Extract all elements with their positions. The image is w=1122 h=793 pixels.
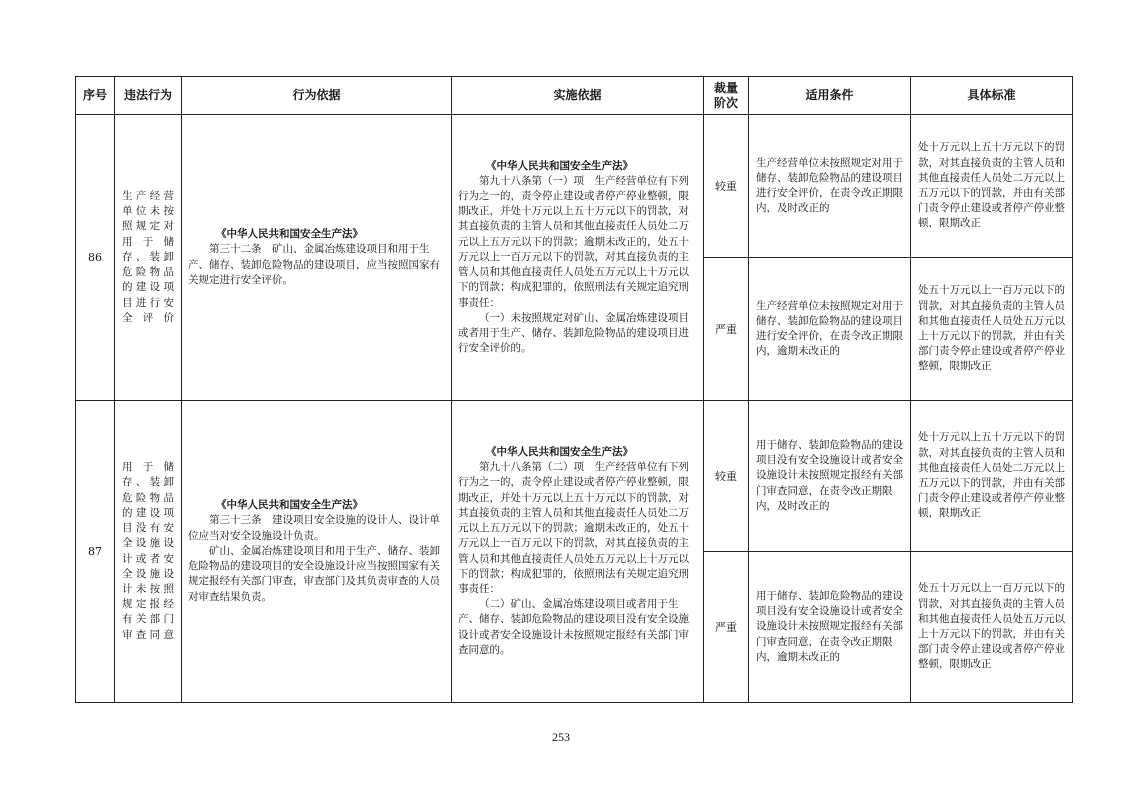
- header-level: 裁量阶次: [704, 77, 749, 115]
- header-act: 违法行为: [115, 77, 182, 115]
- page-number: 253: [552, 730, 570, 744]
- basis-law-title: 《中华人民共和国安全生产法》: [216, 499, 363, 512]
- basis-cell: [182, 401, 452, 703]
- violation-cell: [115, 115, 182, 401]
- level-cell: 较重: [704, 401, 749, 552]
- violation-text: 生产经营单位未按照规定对用于储存、装卸危险物品的建设项目进行安全评价: [122, 190, 174, 324]
- impl-law-title: 《中华人民共和国安全生产法》: [486, 159, 633, 172]
- implementation-cell: [452, 401, 704, 703]
- header-num: 序号: [76, 77, 115, 115]
- impl-paragraph: （一）未按照规定对矿山、金属冶炼建设项目或者用于生产、储存、装卸危险物品的建设项目进行安全评价的。: [458, 311, 689, 355]
- penalty-standards-table: [75, 76, 1073, 703]
- violation-cell: [115, 401, 182, 703]
- basis-cell: [182, 115, 452, 401]
- level-cell: 严重: [704, 552, 749, 703]
- implementation-cell: [452, 115, 704, 401]
- basis-paragraph: 第三十三条 建设项目安全设施的设计人、设计单位应当对安全设施设计负责。: [188, 514, 440, 542]
- condition-cell: 用于储存、装卸危险物品的建设项目没有安全设施设计或者安全设施设计未按照规定报经有关部门审查同意，在责令改正期限内，及时改正的: [749, 401, 911, 552]
- condition-cell: 用于储存、装卸危险物品的建设项目没有安全设施设计或者安全设施设计未按照规定报经有关部门审查同意，在责令改正期限内，逾期未改正的: [749, 552, 911, 703]
- basis-law-title: 《中华人民共和国安全生产法》: [216, 228, 363, 241]
- standard-cell: 处五十万元以上一百万元以下的罚款，对其直接负责的主管人员和其他直接责任人员处五万元以上十万元以下的罚款，并由有关部门责令停止建设或者停产停业整顿，限期改正: [911, 552, 1073, 703]
- basis-paragraph: 矿山、金属冶炼建设项目和用于生产、储存、装卸危险物品的建设项目的安全设施设计应当按照国家有关规定报经有关部门审查，审查部门及其负责审查的人员对审查结果负责。: [188, 544, 440, 603]
- impl-paragraph: 第九十八条第（二）项 生产经营单位有下列行为之一的，责令停止建设或者停产停业整顿，限期改正，并处十万元以上五十万元以下的罚款，对其直接负责的主管人员和其他直接责任人员处二万元以上五万元以下的罚款；逾期未改正的，处五十万元以上一百万元以下的罚款，对其直接负责的主管人员和其他直接责任人员处五万元以上十万元以下的罚款；构成犯罪的，依照刑法有关规定追究刑事责任：: [458, 461, 689, 595]
- standard-cell: 处十万元以上五十万元以下的罚款，对其直接负责的主管人员和其他直接责任人员处二万元以上五万元以下的罚款，并由有关部门责令停止建设或者停产停业整顿，限期改正: [911, 401, 1073, 552]
- level-cell: 严重: [704, 258, 749, 401]
- violation-text: 用于储存、装卸危险物品的建设项目没有安全设施设计或者安全设施设计未按照规定报经有关部门审查同意: [122, 461, 174, 641]
- header-impl: 实施依据: [452, 77, 704, 115]
- header-cond: 适用条件: [749, 77, 911, 115]
- condition-cell: 生产经营单位未按照规定对用于储存、装卸危险物品的建设项目进行安全评价，在责令改正期限内，逾期未改正的: [749, 258, 911, 401]
- impl-law-title: 《中华人民共和国安全生产法》: [486, 446, 633, 459]
- header-row: [76, 77, 1073, 115]
- table-row: [76, 115, 1073, 258]
- impl-paragraph: （二）矿山、金属冶炼建设项目或者用于生产、储存、装卸危险物品的建设项目没有安全设施设计或者安全设施设计未按照规定报经有关部门审查同意的。: [458, 598, 689, 656]
- impl-paragraph: 第九十八条第（一）项 生产经营单位有下列行为之一的，责令停止建设或者停产停业整顿，限期改正，并处十万元以上五十万元以下的罚款，对其直接负责的主管人员和其他直接责任人员处二万元以上五万元以下的罚款；逾期未改正的，处五十万元以上一百万元以下的罚款，对其直接负责的主管人员和其他直接责任人员处五万元以上十万元以下的罚款；构成犯罪的，依照刑法有关规定追究刑事责任：: [458, 174, 689, 309]
- header-basis: 行为依据: [182, 77, 452, 115]
- table-row: [76, 401, 1073, 552]
- row-number: 87: [76, 401, 115, 703]
- header-std: 具体标准: [911, 77, 1073, 115]
- standard-cell: 处五十万元以上一百万元以下的罚款，对其直接负责的主管人员和其他直接责任人员处五万元以上十万元以下的罚款，并由有关部门责令停止建设或者停产停业整顿，限期改正: [911, 258, 1073, 401]
- standard-cell: 处十万元以上五十万元以下的罚款，对其直接负责的主管人员和其他直接责任人员处二万元以上五万元以下的罚款，并由有关部门责令停止建设或者停产停业整顿，限期改正: [911, 115, 1073, 258]
- level-cell: 较重: [704, 115, 749, 258]
- condition-cell: 生产经营单位未按照规定对用于储存、装卸危险物品的建设项目进行安全评价，在责令改正期限内，及时改正的: [749, 115, 911, 258]
- basis-paragraph: 第三十二条 矿山、金属冶炼建设项目和用于生产、储存、装卸危险物品的建设项目，应当按照国家有关规定进行安全评价。: [188, 243, 440, 286]
- row-number: 86: [76, 115, 115, 401]
